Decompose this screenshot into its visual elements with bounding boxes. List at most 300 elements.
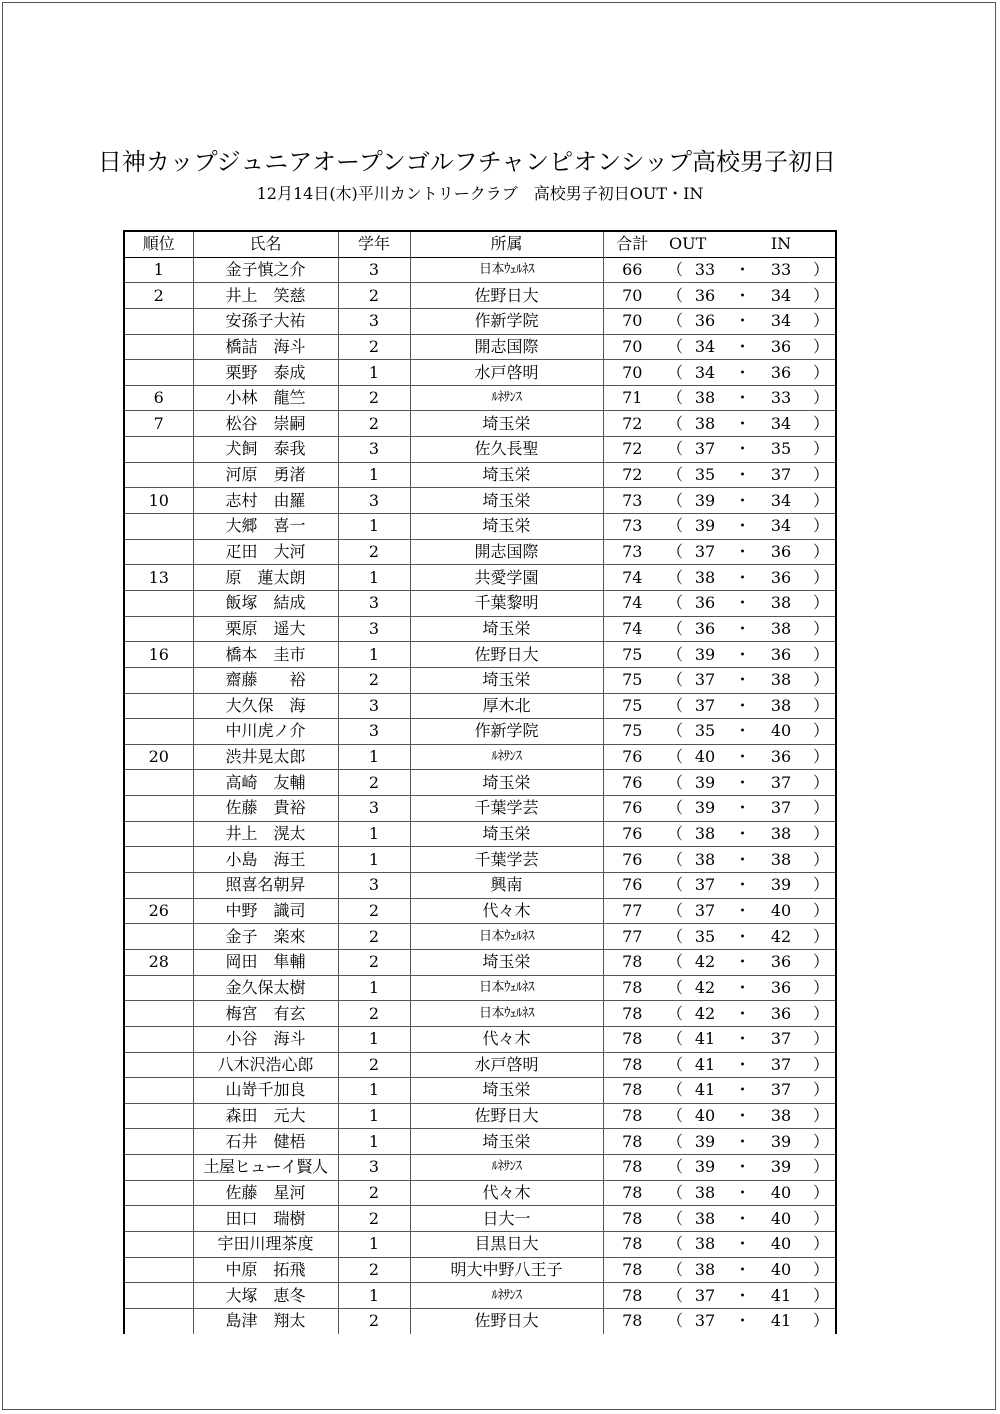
- open-paren: （: [666, 439, 683, 459]
- rank-cell: [124, 796, 193, 822]
- total-cell: 78: [603, 1283, 661, 1309]
- rank-cell: [124, 770, 193, 796]
- grade-cell: 1: [338, 744, 410, 770]
- table-row: [124, 1180, 836, 1206]
- close-paren: ）: [802, 488, 836, 514]
- school-cell: 埼玉栄: [410, 488, 603, 514]
- in-cell: 37: [770, 1080, 792, 1100]
- close-paren: ）: [802, 1001, 836, 1027]
- school-cell: 埼玉栄: [410, 770, 603, 796]
- in-cell: 36: [770, 1003, 792, 1023]
- out-cell: 33: [694, 259, 716, 279]
- close-paren: ）: [802, 693, 836, 719]
- close-paren: ）: [802, 411, 836, 437]
- grade-cell: 1: [338, 642, 410, 668]
- table-row: [124, 1155, 836, 1181]
- open-paren: （: [666, 1054, 683, 1074]
- separator-dot: ・: [734, 721, 751, 741]
- grade-cell: 1: [338, 821, 410, 847]
- table-row: [124, 308, 836, 334]
- school-cell: 埼玉栄: [410, 1078, 603, 1104]
- school-cell: 埼玉栄: [410, 1129, 603, 1155]
- open-paren: （: [666, 259, 683, 279]
- rank-cell: 1: [124, 257, 193, 283]
- header-school: 所属: [410, 231, 603, 257]
- total-cell: 78: [603, 1206, 661, 1232]
- name-cell: 八木沢浩心郎: [193, 1052, 338, 1078]
- separator-dot: ・: [734, 824, 751, 844]
- out-cell: 38: [694, 824, 716, 844]
- total-cell: 75: [603, 693, 661, 719]
- table-row: [124, 539, 836, 565]
- rank-cell: [124, 360, 193, 386]
- open-paren: （: [666, 567, 683, 587]
- open-paren: （: [666, 644, 683, 664]
- table-row: [124, 719, 836, 745]
- name-cell: 齋藤 裕: [193, 667, 338, 693]
- name-cell: 梅宮 有玄: [193, 1001, 338, 1027]
- grade-cell: 3: [338, 1155, 410, 1181]
- total-cell: 75: [603, 719, 661, 745]
- name-cell: 金久保太樹: [193, 975, 338, 1001]
- in-cell: 36: [770, 747, 792, 767]
- separator-dot: ・: [734, 900, 751, 920]
- total-cell: 78: [603, 1078, 661, 1104]
- close-paren: ）: [802, 873, 836, 899]
- in-cell: 38: [770, 1106, 792, 1126]
- open-paren: （: [666, 721, 683, 741]
- out-cell: 36: [694, 593, 716, 613]
- school-cell: 日大一: [410, 1206, 603, 1232]
- out-cell: 39: [694, 644, 716, 664]
- out-cell: 38: [694, 388, 716, 408]
- open-paren: （: [666, 413, 683, 433]
- out-cell: 38: [694, 849, 716, 869]
- grade-cell: 2: [338, 898, 410, 924]
- out-cell: 38: [694, 1208, 716, 1228]
- school-cell: ﾙﾈｻﾝｽ: [410, 385, 603, 411]
- subtitle-text: 12月14日(木)平川カントリークラブ 高校男子初日OUT・IN: [256, 184, 704, 203]
- close-paren: ）: [802, 257, 836, 283]
- name-cell: 中野 識司: [193, 898, 338, 924]
- open-paren: （: [666, 618, 683, 638]
- grade-cell: 2: [338, 539, 410, 565]
- grade-cell: 2: [338, 1001, 410, 1027]
- grade-cell: 1: [338, 975, 410, 1001]
- rank-cell: [124, 1052, 193, 1078]
- in-cell: 41: [770, 1285, 792, 1305]
- total-cell: 78: [603, 1103, 661, 1129]
- open-paren: （: [666, 542, 683, 561]
- name-cell: 橋詰 海斗: [193, 334, 338, 360]
- name-cell: 金子 楽來: [193, 924, 338, 950]
- grade-cell: 2: [338, 411, 410, 437]
- in-cell: 40: [770, 1234, 792, 1254]
- name-cell: 原 蓮太朗: [193, 565, 338, 591]
- out-cell: 35: [694, 926, 716, 946]
- close-paren: ）: [802, 1180, 836, 1206]
- separator-dot: ・: [734, 465, 751, 485]
- rank-cell: [124, 616, 193, 642]
- school-cell: ﾙﾈｻﾝｽ: [410, 1155, 603, 1181]
- school-cell: 佐野日大: [410, 283, 603, 309]
- out-cell: 42: [694, 1003, 716, 1023]
- table-row: [124, 744, 836, 770]
- total-cell: 72: [603, 437, 661, 463]
- school-cell: ﾙﾈｻﾝｽ: [410, 744, 603, 770]
- total-cell: 73: [603, 539, 661, 565]
- out-cell: 39: [694, 798, 716, 818]
- school-cell: 開志国際: [410, 334, 603, 360]
- table-row: [124, 616, 836, 642]
- table-row: [124, 847, 836, 873]
- total-cell: 76: [603, 873, 661, 899]
- school-cell: 佐野日大: [410, 1103, 603, 1129]
- in-cell: 36: [770, 567, 792, 587]
- header-in: IN: [770, 234, 792, 254]
- name-cell: 山嵜千加良: [193, 1078, 338, 1104]
- grade-cell: 3: [338, 488, 410, 514]
- grade-cell: 3: [338, 257, 410, 283]
- total-cell: 73: [603, 488, 661, 514]
- rank-cell: [124, 539, 193, 565]
- in-cell: 37: [770, 1029, 792, 1049]
- name-cell: 島津 翔太: [193, 1308, 338, 1333]
- close-paren: ）: [802, 642, 836, 668]
- separator-dot: ・: [734, 516, 751, 536]
- rank-cell: 10: [124, 488, 193, 514]
- separator-dot: ・: [734, 747, 751, 767]
- separator-dot: ・: [734, 695, 751, 715]
- school-cell: 水戸啓明: [410, 1052, 603, 1078]
- grade-cell: 2: [338, 1052, 410, 1078]
- table-row: [124, 283, 836, 309]
- in-cell: 35: [770, 439, 792, 459]
- out-cell: 42: [694, 952, 716, 972]
- in-cell: 38: [770, 618, 792, 638]
- separator-dot: ・: [734, 618, 751, 638]
- separator-dot: ・: [734, 952, 751, 972]
- table-row: [124, 796, 836, 822]
- out-cell: 39: [694, 490, 716, 510]
- out-cell: 41: [694, 1080, 716, 1100]
- grade-cell: 1: [338, 1129, 410, 1155]
- grade-cell: 2: [338, 334, 410, 360]
- open-paren: （: [666, 1106, 683, 1126]
- grade-cell: 2: [338, 1180, 410, 1206]
- close-paren: ）: [802, 667, 836, 693]
- table-row: [124, 411, 836, 437]
- rank-cell: [124, 1231, 193, 1257]
- total-cell: 78: [603, 1257, 661, 1283]
- close-paren: ）: [802, 590, 836, 616]
- school-cell: 共愛学園: [410, 565, 603, 591]
- grade-cell: 3: [338, 590, 410, 616]
- grade-cell: 3: [338, 719, 410, 745]
- rank-cell: [124, 1155, 193, 1181]
- separator-dot: ・: [734, 1285, 751, 1305]
- school-cell: 日本ｳｪﾙﾈｽ: [410, 257, 603, 283]
- separator-dot: ・: [734, 926, 751, 946]
- in-cell: 34: [770, 311, 792, 331]
- open-paren: （: [666, 772, 683, 792]
- rank-cell: [124, 437, 193, 463]
- out-cell: 36: [694, 618, 716, 638]
- in-cell: 33: [770, 388, 792, 408]
- close-paren: ）: [802, 565, 836, 591]
- total-cell: 70: [603, 360, 661, 386]
- open-paren: （: [666, 336, 683, 356]
- in-cell: 37: [770, 772, 792, 792]
- grade-cell: 2: [338, 770, 410, 796]
- close-paren: ）: [802, 462, 836, 488]
- close-paren: ）: [802, 334, 836, 360]
- total-cell: 76: [603, 847, 661, 873]
- separator-dot: ・: [734, 285, 751, 305]
- table-row: [124, 514, 836, 540]
- table-row: [124, 1257, 836, 1283]
- table-row: [124, 975, 836, 1001]
- rank-cell: 16: [124, 642, 193, 668]
- in-cell: 41: [770, 1311, 792, 1331]
- close-paren: ）: [802, 283, 836, 309]
- name-cell: 岡田 隼輔: [193, 949, 338, 975]
- separator-dot: ・: [734, 439, 751, 459]
- total-cell: 74: [603, 590, 661, 616]
- out-cell: 39: [694, 772, 716, 792]
- grade-cell: 2: [338, 924, 410, 950]
- rank-cell: 6: [124, 385, 193, 411]
- separator-dot: ・: [734, 388, 751, 408]
- school-cell: 水戸啓明: [410, 360, 603, 386]
- in-cell: 38: [770, 849, 792, 869]
- out-cell: 36: [694, 285, 716, 305]
- rank-cell: [124, 1283, 193, 1309]
- school-cell: 佐野日大: [410, 642, 603, 668]
- in-cell: 40: [770, 721, 792, 741]
- total-cell: 76: [603, 770, 661, 796]
- school-cell: 埼玉栄: [410, 616, 603, 642]
- separator-dot: ・: [734, 977, 751, 997]
- out-cell: 42: [694, 977, 716, 997]
- rank-cell: [124, 1180, 193, 1206]
- open-paren: （: [666, 849, 683, 869]
- name-cell: 渋井晃太郎: [193, 744, 338, 770]
- close-paren: ）: [802, 796, 836, 822]
- grade-cell: 2: [338, 949, 410, 975]
- separator-dot: ・: [734, 644, 751, 664]
- close-paren: ）: [802, 770, 836, 796]
- close-paren: ）: [802, 1078, 836, 1104]
- total-cell: 78: [603, 1129, 661, 1155]
- in-cell: 38: [770, 670, 792, 690]
- total-cell: 72: [603, 411, 661, 437]
- header-name: 氏名: [193, 231, 338, 257]
- in-cell: 37: [770, 798, 792, 818]
- close-paren: ）: [802, 898, 836, 924]
- name-cell: 安孫子大祐: [193, 308, 338, 334]
- name-cell: 松谷 崇嗣: [193, 411, 338, 437]
- out-cell: 38: [694, 567, 716, 587]
- close-paren: ）: [802, 437, 836, 463]
- rank-cell: [124, 1257, 193, 1283]
- open-paren: （: [666, 1157, 683, 1177]
- close-paren: ）: [802, 1026, 836, 1052]
- rank-cell: [124, 308, 193, 334]
- total-cell: 75: [603, 667, 661, 693]
- separator-dot: ・: [734, 1157, 751, 1177]
- table-row: [124, 257, 836, 283]
- header-row: [124, 231, 836, 257]
- rank-cell: 2: [124, 283, 193, 309]
- close-paren: ）: [802, 385, 836, 411]
- total-cell: 70: [603, 334, 661, 360]
- name-cell: 金子慎之介: [193, 257, 338, 283]
- school-cell: 埼玉栄: [410, 514, 603, 540]
- separator-dot: ・: [734, 311, 751, 331]
- total-cell: 66: [603, 257, 661, 283]
- rank-cell: 28: [124, 949, 193, 975]
- rank-cell: [124, 1026, 193, 1052]
- separator-dot: ・: [734, 1003, 751, 1023]
- close-paren: ）: [802, 847, 836, 873]
- table-row: [124, 437, 836, 463]
- grade-cell: 2: [338, 385, 410, 411]
- separator-dot: ・: [734, 259, 751, 279]
- in-cell: 37: [770, 465, 792, 485]
- close-paren: ）: [802, 539, 836, 565]
- grade-cell: 1: [338, 847, 410, 873]
- in-cell: 39: [770, 875, 792, 895]
- table-row: [124, 1283, 836, 1309]
- total-cell: 75: [603, 642, 661, 668]
- open-paren: （: [666, 593, 683, 613]
- close-paren: ）: [802, 744, 836, 770]
- grade-cell: 2: [338, 283, 410, 309]
- out-cell: 38: [694, 1234, 716, 1254]
- in-cell: 40: [770, 1183, 792, 1203]
- open-paren: （: [666, 747, 683, 767]
- name-cell: 中川虎ノ介: [193, 719, 338, 745]
- close-paren: ）: [802, 719, 836, 745]
- table-row: [124, 1129, 836, 1155]
- header-out: OUT: [669, 234, 707, 254]
- total-cell: 78: [603, 1180, 661, 1206]
- total-cell: 78: [603, 1026, 661, 1052]
- grade-cell: 1: [338, 1231, 410, 1257]
- table-row: [124, 667, 836, 693]
- in-cell: 36: [770, 362, 792, 382]
- school-cell: 作新学院: [410, 719, 603, 745]
- total-cell: 78: [603, 1155, 661, 1181]
- name-cell: 河原 勇渚: [193, 462, 338, 488]
- separator-dot: ・: [734, 362, 751, 382]
- rank-cell: [124, 1206, 193, 1232]
- out-cell: 37: [694, 542, 716, 561]
- total-cell: 70: [603, 283, 661, 309]
- grade-cell: 2: [338, 667, 410, 693]
- close-paren: ）: [802, 616, 836, 642]
- separator-dot: ・: [734, 1311, 751, 1331]
- close-paren: ）: [802, 1231, 836, 1257]
- out-cell: 36: [694, 311, 716, 331]
- open-paren: （: [666, 311, 683, 331]
- total-cell: 71: [603, 385, 661, 411]
- separator-dot: ・: [734, 542, 751, 561]
- out-cell: 40: [694, 1106, 716, 1126]
- in-cell: 36: [770, 542, 792, 561]
- total-cell: 70: [603, 308, 661, 334]
- out-cell: 39: [694, 516, 716, 536]
- grade-cell: 3: [338, 693, 410, 719]
- name-cell: 志村 由羅: [193, 488, 338, 514]
- total-cell: 72: [603, 462, 661, 488]
- table-row: [124, 1001, 836, 1027]
- in-cell: 34: [770, 413, 792, 433]
- rank-cell: [124, 693, 193, 719]
- table-row: [124, 642, 836, 668]
- total-cell: 77: [603, 924, 661, 950]
- close-paren: ）: [802, 821, 836, 847]
- table-row: [124, 770, 836, 796]
- in-cell: 42: [770, 926, 792, 946]
- school-cell: 千葉学芸: [410, 847, 603, 873]
- school-cell: 日本ｳｪﾙﾈｽ: [410, 1001, 603, 1027]
- table-row: [124, 590, 836, 616]
- in-cell: 36: [770, 336, 792, 356]
- name-cell: 高崎 友輔: [193, 770, 338, 796]
- grade-cell: 1: [338, 462, 410, 488]
- table-row: [124, 924, 836, 950]
- rank-cell: 26: [124, 898, 193, 924]
- separator-dot: ・: [734, 849, 751, 869]
- grade-cell: 3: [338, 796, 410, 822]
- grade-cell: 3: [338, 437, 410, 463]
- table-row: [124, 949, 836, 975]
- out-cell: 37: [694, 1285, 716, 1305]
- table-row: [124, 565, 836, 591]
- separator-dot: ・: [734, 772, 751, 792]
- rank-cell: [124, 514, 193, 540]
- open-paren: （: [666, 388, 683, 408]
- rank-cell: [124, 719, 193, 745]
- grade-cell: 1: [338, 514, 410, 540]
- out-cell: 39: [694, 1157, 716, 1177]
- school-cell: 興南: [410, 873, 603, 899]
- separator-dot: ・: [734, 1208, 751, 1228]
- table-row: [124, 898, 836, 924]
- in-cell: 36: [770, 977, 792, 997]
- out-cell: 37: [694, 670, 716, 690]
- table-row: [124, 821, 836, 847]
- out-cell: 41: [694, 1029, 716, 1049]
- total-cell: 74: [603, 616, 661, 642]
- in-cell: 39: [770, 1131, 792, 1151]
- total-cell: 78: [603, 1001, 661, 1027]
- out-cell: 37: [694, 1311, 716, 1331]
- rank-cell: [124, 334, 193, 360]
- rank-cell: [124, 1129, 193, 1155]
- rank-cell: [124, 590, 193, 616]
- grade-cell: 1: [338, 1283, 410, 1309]
- table-row: [124, 1026, 836, 1052]
- name-cell: 小林 龍竺: [193, 385, 338, 411]
- open-paren: （: [666, 490, 683, 510]
- rank-cell: [124, 1103, 193, 1129]
- open-paren: （: [666, 1003, 683, 1023]
- total-cell: 74: [603, 565, 661, 591]
- out-cell: 35: [694, 465, 716, 485]
